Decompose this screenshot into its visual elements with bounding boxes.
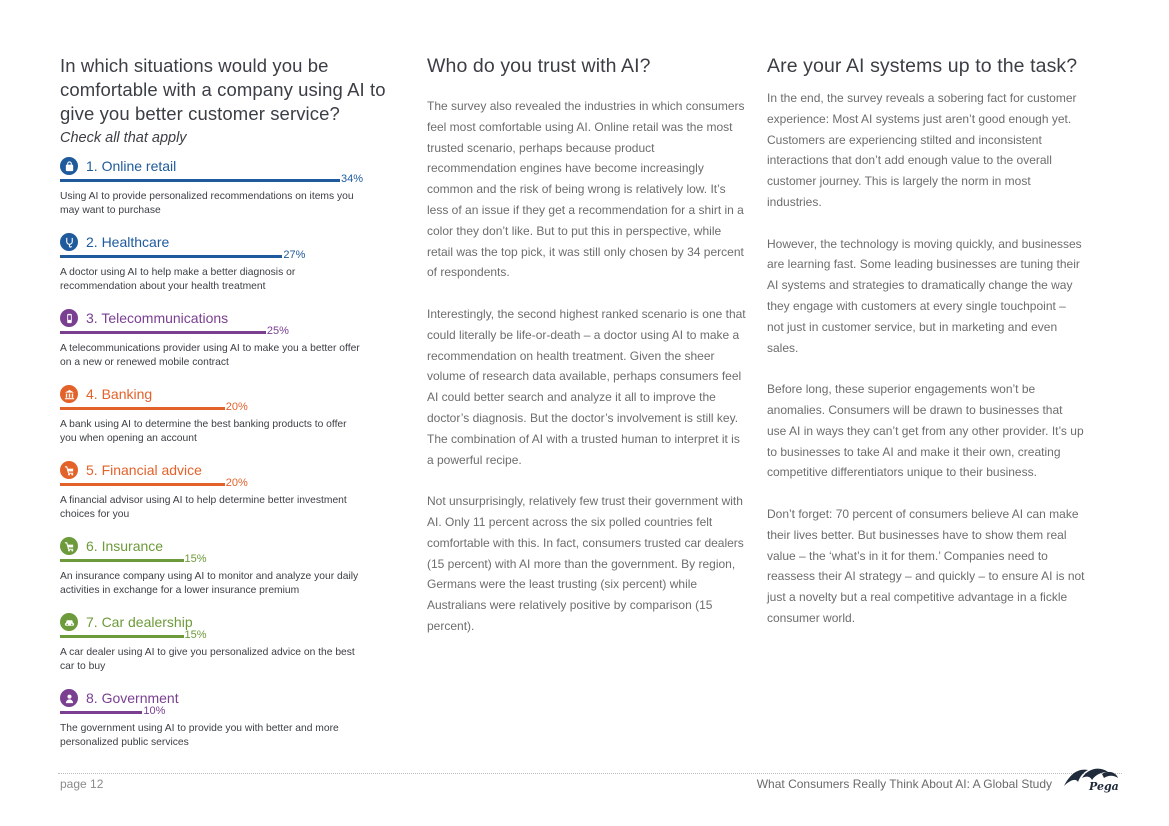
trust-heading: Who do you trust with AI? (427, 55, 651, 77)
percentage-label: 20% (225, 477, 248, 489)
item-description: The government using AI to provide you with better and more personalized public services (60, 723, 339, 748)
item-header (60, 308, 400, 328)
survey-result-item (60, 156, 400, 217)
item-header (60, 536, 400, 556)
percentage-bar (60, 559, 184, 562)
percentage-label: 34% (341, 173, 364, 185)
percentage-bar (60, 179, 340, 182)
bar-row (60, 325, 400, 340)
right-column (767, 54, 1085, 650)
item-description: A doctor using AI to help make a better diagnosis or recommendation about your health treatment (60, 267, 296, 292)
percentage-bar (60, 635, 184, 638)
bar-row (60, 477, 400, 492)
bank-icon (60, 385, 78, 403)
mobile-phone-icon (60, 309, 78, 327)
item-title: 4. Banking (86, 386, 153, 402)
percentage-bar (60, 711, 142, 714)
survey-instruction: Check all that apply (60, 130, 187, 146)
paragraph: Don’t forget: 70 percent of consumers believe AI can make their lives better. But businesses have to show them real value – the ‘what’s in it for them.’ Companies need to reassess their AI strategy – and quickly – to ensure AI is not just a novelty but a real competitive advantage in a fickle consumer world. (767, 506, 1085, 625)
percentage-bar (60, 255, 282, 258)
item-description: A car dealer using AI to give you personalized advice on the best car to buy (60, 647, 355, 672)
bar-row (60, 553, 400, 568)
bar-row (60, 629, 400, 644)
paragraph: However, the technology is moving quickly, and businesses are learning fast. Some leading businesses are tuning their AI systems and strategies to dramatically change the way they engage with customers at every single touchpoint – not just in customer service, but in marketing and even sales. (767, 236, 1082, 355)
item-header (60, 612, 400, 632)
bar-row (60, 705, 400, 720)
insurance-icon (60, 537, 78, 555)
systems-body (767, 88, 1085, 629)
document-title: What Consumers Really Think About AI: A Global Study (756, 777, 1052, 791)
left-column (60, 54, 400, 748)
paragraph: Not unsurprisingly, relatively few trust their government with AI. Only 11 percent across the six polled countries felt comfortable with this. In fact, consumers trusted car dealers (15 percent) with AI more than the government. By region, Germans were the least trusting (six percent) while Australians were relatively positive by comparison (15 percent). (427, 494, 744, 633)
footer-divider (58, 773, 1122, 774)
item-description: A telecommunications provider using AI to make you a better offer on a new or renewed mobile contract (60, 343, 360, 368)
paragraph: Before long, these superior engagements won’t be anomalies. Consumers will be drawn to businesses that use AI in ways they can’t get from any other provider. It’s up to businesses to take AI and make it their own, creating competitive differentiators unique to their business. (767, 382, 1084, 480)
survey-result-item (60, 688, 400, 749)
page-number: page 12 (60, 777, 104, 791)
bar-row (60, 249, 400, 264)
systems-heading: Are your AI systems up to the task? (767, 55, 1078, 77)
item-title: 7. Car dealership (86, 614, 193, 630)
item-header (60, 232, 400, 252)
bar-row (60, 173, 400, 188)
percentage-label: 15% (184, 629, 207, 641)
percentage-label: 15% (184, 553, 207, 565)
survey-result-item (60, 384, 400, 445)
middle-column (427, 54, 747, 658)
percentage-label: 20% (225, 401, 248, 413)
item-title: 2. Healthcare (86, 234, 170, 250)
item-title: 5. Financial advice (86, 462, 202, 478)
survey-result-item (60, 612, 400, 673)
percentage-label: 10% (143, 705, 166, 717)
item-title: 8. Government (86, 690, 179, 706)
government-icon (60, 689, 78, 707)
bar-row (60, 401, 400, 416)
percentage-bar (60, 407, 225, 410)
survey-result-item (60, 536, 400, 597)
item-description: A financial advisor using AI to help determine better investment choices for you (60, 495, 347, 520)
item-description: A bank using AI to determine the best banking products to offer you when opening an account (60, 419, 347, 444)
survey-result-item (60, 308, 400, 369)
stethoscope-icon (60, 233, 78, 251)
item-header (60, 688, 400, 708)
survey-question-heading: In which situations would you be comfortable with a company using AI to give you better customer service? (60, 55, 386, 124)
trust-body (427, 96, 747, 637)
car-icon (60, 613, 78, 631)
paragraph: Interestingly, the second highest ranked scenario is one that could literally be life-or-death – a doctor using AI to make a recommendation on health treatment. Given the sheer volume of research data available, perhaps consumers feel AI could better search and analyze it all to improve the doctor’s diagnosis. But the doctor’s involvement is still key. The combination of AI with a trusted human to interpret it is a powerful recipe. (427, 306, 746, 467)
survey-result-item (60, 232, 400, 293)
percentage-bar (60, 331, 266, 334)
paragraph: The survey also revealed the industries in which consumers feel most comfortable using AI. Online retail was the most trusted scenario, perhaps because product recommendation engines have become increasingly common and the risk of being wrong is relatively low. It’s less of an issue if they get a recommendation for a shirt in a color they don’t like. But to put this in perspective, while retail was the top pick, it was still only chosen by 34 percent of respondents. (427, 99, 745, 280)
percentage-label: 25% (266, 325, 289, 337)
item-title: 1. Online retail (86, 158, 177, 174)
finance-chart-icon (60, 461, 78, 479)
survey-result-item (60, 460, 400, 521)
item-description: Using AI to provide personalized recommendations on items you may want to purchase (60, 191, 354, 216)
pega-wordmark: Pega (1089, 780, 1119, 793)
paragraph: In the end, the survey reveals a sobering fact for customer experience: Most AI systems just aren’t good enough yet. Customers are experiencing stilted and inconsistent interactions that don’t add enough value to the overall customer journey. This is largely the norm in most industries. (767, 91, 1077, 209)
item-title: 6. Insurance (86, 538, 164, 554)
item-description: An insurance company using AI to monitor and analyze your daily activities in exchange for a lower insurance premium (60, 571, 359, 596)
percentage-label: 27% (283, 249, 306, 261)
percentage-bar (60, 483, 225, 486)
shopping-bag-icon (60, 157, 78, 175)
item-title: 3. Telecommunications (86, 310, 229, 326)
